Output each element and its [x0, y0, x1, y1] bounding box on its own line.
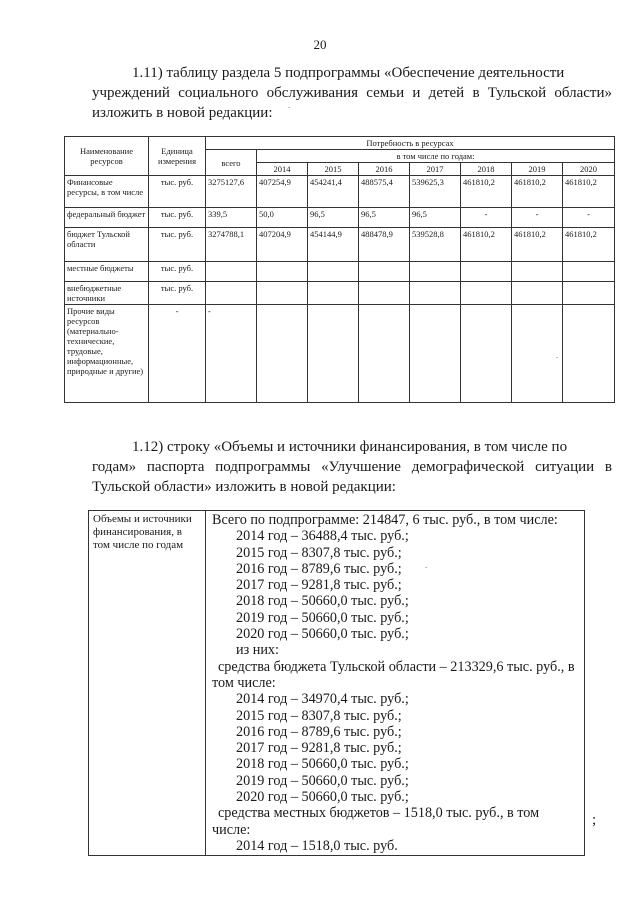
- header-name: Наименование ресурсов: [65, 137, 149, 176]
- row-year-value: [359, 305, 410, 403]
- row-year-value: [410, 282, 461, 305]
- row-year-value: [257, 262, 308, 282]
- header-year: 2017: [410, 163, 461, 176]
- finance-region-year-line: 2019 год – 50660,0 тыс. руб.;: [236, 772, 409, 789]
- row-total: 3275127,6: [206, 176, 257, 208]
- row-year-value: [461, 262, 512, 282]
- paragraph-1-11-rest: учреждений социального обслуживания семьи и детей в Тульской области» изложить в новой редакции:: [92, 85, 612, 121]
- row-year-value: 539625,3: [410, 176, 461, 208]
- resources-row: [65, 208, 615, 228]
- header-unit: Единица измерения: [149, 137, 206, 176]
- row-year-value: [512, 262, 563, 282]
- row-unit: тыс. руб.: [149, 262, 206, 282]
- row-total: 339,5: [206, 208, 257, 228]
- finance-region-year-line: 2014 год – 34970,4 тыс. руб.;: [236, 691, 409, 708]
- scan-speck: .: [425, 560, 428, 570]
- row-year-value: 454241,4: [308, 176, 359, 208]
- row-year-value: [461, 305, 512, 403]
- row-year-value: [512, 305, 563, 403]
- trailing-semicolon: ;: [592, 812, 597, 828]
- row-year-value: 407204,9: [257, 228, 308, 262]
- row-unit: тыс. руб.: [149, 176, 206, 208]
- row-year-value: 461810,2: [512, 176, 563, 208]
- row-year-value: -: [461, 208, 512, 228]
- row-year-value: 461810,2: [563, 228, 615, 262]
- header-year: 2015: [308, 163, 359, 176]
- finance-year-line: 2017 год – 9281,8 тыс. руб.;: [236, 577, 402, 594]
- row-year-value: [563, 262, 615, 282]
- finance-year-line: 2020 год – 50660,0 тыс. руб.;: [236, 626, 409, 643]
- row-year-value: 461810,2: [512, 228, 563, 262]
- row-unit: тыс. руб.: [149, 282, 206, 305]
- finance-year-line: 2016 год – 8789,6 тыс. руб.;: [236, 560, 402, 577]
- header-need: Потребность в ресурсах: [206, 137, 615, 150]
- row-year-value: 50,0: [257, 208, 308, 228]
- row-year-value: [257, 282, 308, 305]
- row-total: [206, 282, 257, 305]
- finance-region-year-line: 2016 год – 8789,6 тыс. руб.;: [236, 723, 402, 740]
- header-by-year: в том числе по годам:: [257, 150, 615, 163]
- row-year-value: [461, 282, 512, 305]
- finance-year-line: 2014 год – 36488,4 тыс. руб.;: [236, 528, 409, 545]
- paragraph-1-11-first-line: 1.11) таблицу раздела 5 подпрограммы «Обеспечение деятельности: [132, 65, 565, 81]
- resources-row: [65, 282, 615, 305]
- row-unit: тыс. руб.: [149, 228, 206, 262]
- header-year: 2020: [563, 163, 615, 176]
- row-total: 3274788,1: [206, 228, 257, 262]
- row-year-value: 96,5: [359, 208, 410, 228]
- header-total: всего: [206, 150, 257, 176]
- scan-speck: .: [556, 350, 559, 360]
- row-year-value: 461810,2: [563, 176, 615, 208]
- row-year-value: 96,5: [308, 208, 359, 228]
- finance-region-year-line: 2017 год – 9281,8 тыс. руб.;: [236, 740, 402, 757]
- finance-total-line: Всего по подпрограмме: 214847, 6 тыс. руб., в том числе:: [212, 512, 558, 528]
- row-year-value: 461810,2: [461, 228, 512, 262]
- row-year-value: [410, 305, 461, 403]
- row-year-value: [410, 262, 461, 282]
- row-total: -: [206, 305, 257, 403]
- finance-local-line: средства местных бюджетов – 1518,0 тыс. руб., в том числе:: [212, 805, 540, 838]
- row-year-value: [308, 305, 359, 403]
- row-name: бюджет Тульской области: [65, 228, 149, 262]
- row-year-value: [563, 282, 615, 305]
- row-year-value: [308, 282, 359, 305]
- row-year-value: 96,5: [410, 208, 461, 228]
- row-year-value: 407254,9: [257, 176, 308, 208]
- finance-table: [88, 510, 585, 856]
- finance-local-2014: 2014 год – 1518,0 тыс. руб.: [236, 837, 398, 854]
- row-year-value: [257, 305, 308, 403]
- header-year: 2018: [461, 163, 512, 176]
- header-year: 2019: [512, 163, 563, 176]
- finance-region-year-line: 2015 год – 8307,8 тыс. руб.;: [236, 707, 402, 724]
- row-unit: тыс. руб.: [149, 208, 206, 228]
- row-year-value: -: [512, 208, 563, 228]
- resources-row: [65, 262, 615, 282]
- resources-row: [65, 176, 615, 208]
- row-name: федеральный бюджет: [65, 208, 149, 228]
- paragraph-1-12-rest: годам» паспорта подпрограммы «Улучшение демографической ситуации в Тульской области» изложить в новой редакции:: [92, 459, 612, 495]
- row-name: Прочие виды ресурсов (материально-технические, трудовые, информационные, природные и другие): [65, 305, 149, 403]
- paragraph-1-12-first-line: 1.12) строку «Объемы и источники финансирования, в том числе по: [132, 439, 568, 455]
- row-year-value: [359, 282, 410, 305]
- row-year-value: [563, 305, 615, 403]
- header-year: 2016: [359, 163, 410, 176]
- row-year-value: 488478,9: [359, 228, 410, 262]
- row-year-value: 539528,8: [410, 228, 461, 262]
- row-year-value: [308, 262, 359, 282]
- page-number: 20: [313, 37, 327, 52]
- paragraph-1-11: [92, 63, 612, 123]
- row-year-value: 454144,9: [308, 228, 359, 262]
- row-name: Финансовые ресурсы, в том числе: [65, 176, 149, 208]
- row-total: [206, 262, 257, 282]
- row-year-value: [512, 282, 563, 305]
- resources-row: [65, 305, 615, 403]
- finance-region-year-line: 2020 год – 50660,0 тыс. руб.;: [236, 789, 409, 806]
- paragraph-1-12: [92, 437, 612, 497]
- header-year: 2014: [257, 163, 308, 176]
- finance-year-line: 2018 год – 50660,0 тыс. руб.;: [236, 593, 409, 610]
- finance-label: Объемы и источники финансирования, в том числе по годам: [89, 511, 206, 856]
- row-year-value: 488575,4: [359, 176, 410, 208]
- scan-speck: .: [288, 100, 291, 110]
- finance-year-line: 2019 год – 50660,0 тыс. руб.;: [236, 609, 409, 626]
- resources-table: [64, 136, 615, 403]
- row-year-value: [359, 262, 410, 282]
- row-name: местные бюджеты: [65, 262, 149, 282]
- finance-year-line: 2015 год – 8307,8 тыс. руб.;: [236, 544, 402, 561]
- finance-region-line: средства бюджета Тульской области – 213329,6 тыс. руб., в том числе:: [212, 658, 575, 691]
- resources-row: [65, 228, 615, 262]
- finance-region-year-line: 2018 год – 50660,0 тыс. руб.;: [236, 756, 409, 773]
- row-unit: -: [149, 305, 206, 403]
- finance-body: [206, 511, 585, 856]
- finance-of-which: из них:: [236, 642, 279, 659]
- row-year-value: 461810,2: [461, 176, 512, 208]
- row-year-value: -: [563, 208, 615, 228]
- row-name: внебюджетные источники: [65, 282, 149, 305]
